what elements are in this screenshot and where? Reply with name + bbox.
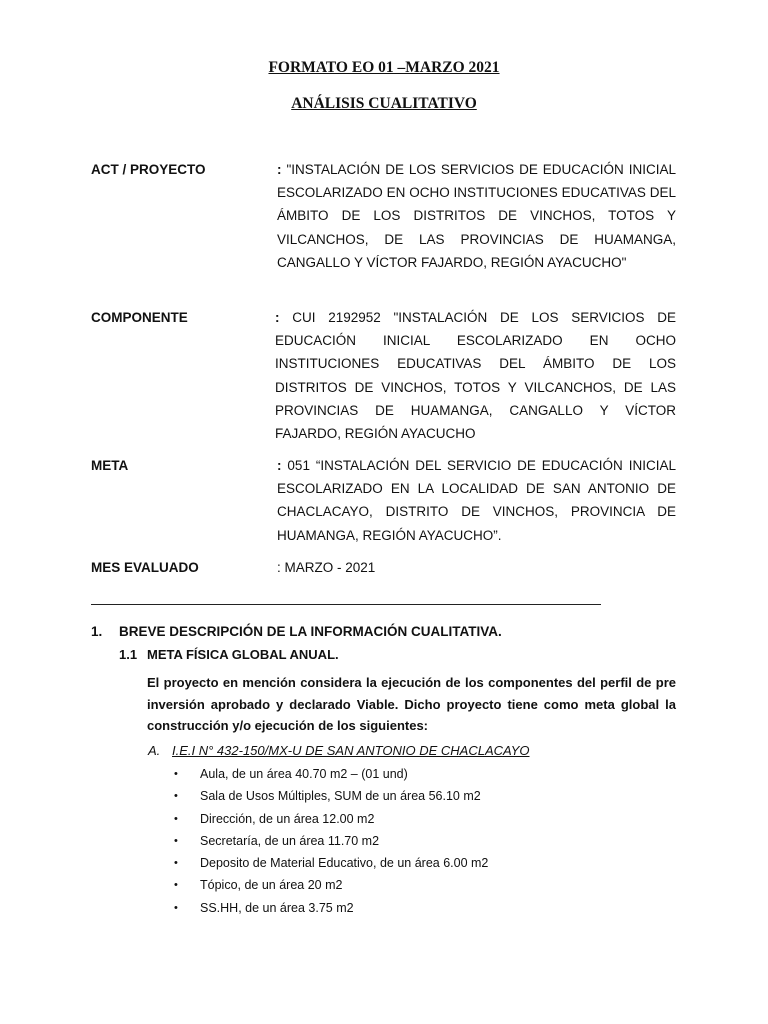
description-paragraph: El proyecto en mención considera la ejecución de los componentes del perfil de pre inversión aprobado y declarado Viable. Dicho proyecto tiene como meta global la construcción y/o ejecución de los siguientes: [147, 675, 676, 733]
list-item: • SS.HH, de un área 3.75 m2 [174, 900, 354, 915]
field-label-mes: MES EVALUADO [91, 560, 199, 575]
field-text-mes: MARZO - 2021 [284, 560, 376, 575]
subsection-title: META FÍSICA GLOBAL ANUAL. [147, 647, 339, 662]
component-list [174, 766, 488, 922]
horizontal-divider [91, 604, 601, 605]
bullet-icon: • [174, 790, 178, 803]
section-heading-1 [91, 624, 502, 639]
field-value-mes [277, 556, 676, 579]
bullet-icon: • [174, 879, 178, 892]
field-value-meta [277, 454, 676, 547]
bullet-icon: • [174, 812, 178, 825]
bullet-icon: • [174, 834, 178, 847]
field-text-proyecto: "INSTALACIÓN DE LOS SERVICIOS DE EDUCACIÓN INICIAL ESCOLARIZADO EN OCHO INSTITUCIONES EDUCATIVAS DEL ÁMBITO DE LOS DISTRITOS DE VINCHOS, TOTOS Y VILCANCHOS, DE LAS PROVINCIAS DE HUAMANGA, CANGALLO Y VÍCTOR FAJARDO, REGIÓN AYACUCHO" [277, 162, 676, 270]
bullet-icon: • [174, 901, 178, 914]
field-label-componente: COMPONENTE [91, 310, 188, 325]
field-label-proyecto: ACT / PROYECTO [91, 162, 206, 177]
section-heading-1-1 [119, 647, 339, 662]
field-colon: : [277, 560, 281, 575]
document-title: FORMATO EO 01 –MARZO 2021 [268, 59, 500, 76]
list-item: • Deposito de Material Educativo, de un área 6.00 m2 [174, 856, 489, 871]
field-colon: : [277, 162, 282, 177]
bullet-icon: • [174, 857, 178, 870]
field-colon: : [277, 458, 282, 473]
list-item: • Dirección, de un área 12.00 m2 [174, 811, 375, 826]
institution-title: I.E.I N° 432-150/MX-U DE SAN ANTONIO DE CHACLACAYO [172, 743, 530, 758]
list-item: • Tópico, de un área 20 m2 [174, 878, 343, 893]
list-item: • Secretaría, de un área 11.70 m2 [174, 833, 380, 848]
field-text-componente: CUI 2192952 "INSTALACIÓN DE LOS SERVICIOS DE EDUCACIÓN INICIAL ESCOLARIZADO EN OCHO INSTITUCIONES EDUCATIVAS DEL ÁMBITO DE LOS DISTRITOS DE VINCHOS, TOTOS Y VILCANCHOS, DE LAS PROVINCIAS DE HUAMANGA, CANGALLO Y VÍCTOR FAJARDO, REGIÓN AYACUCHO [275, 310, 676, 442]
institution-letter: A. [148, 743, 161, 758]
list-item: • Aula, de un área 40.70 m2 – (01 und) [174, 767, 408, 781]
field-value-componente [275, 306, 676, 445]
field-value-proyecto [277, 158, 676, 274]
bullet-icon: • [174, 768, 178, 780]
institution-heading [148, 743, 530, 758]
section-number: 1. [91, 624, 103, 639]
field-text-meta: 051 “INSTALACIÓN DEL SERVICIO DE EDUCACIÓN INICIAL ESCOLARIZADO EN LA LOCALIDAD DE SAN ANTONIO DE CHACLACAYO, DISTRITO DE VINCHOS, PROVINCIA DE HUAMANGA, REGIÓN AYACUCHO”. [277, 458, 676, 543]
list-item: • Sala de Usos Múltiples, SUM de un área 56.10 m2 [174, 789, 481, 804]
document-subtitle: ANÁLISIS CUALITATIVO [291, 95, 477, 112]
subsection-number: 1.1 [119, 647, 138, 662]
section-title: BREVE DESCRIPCIÓN DE LA INFORMACIÓN CUALITATIVA. [119, 624, 502, 639]
field-colon: : [275, 310, 280, 325]
field-label-meta: META [91, 458, 129, 473]
